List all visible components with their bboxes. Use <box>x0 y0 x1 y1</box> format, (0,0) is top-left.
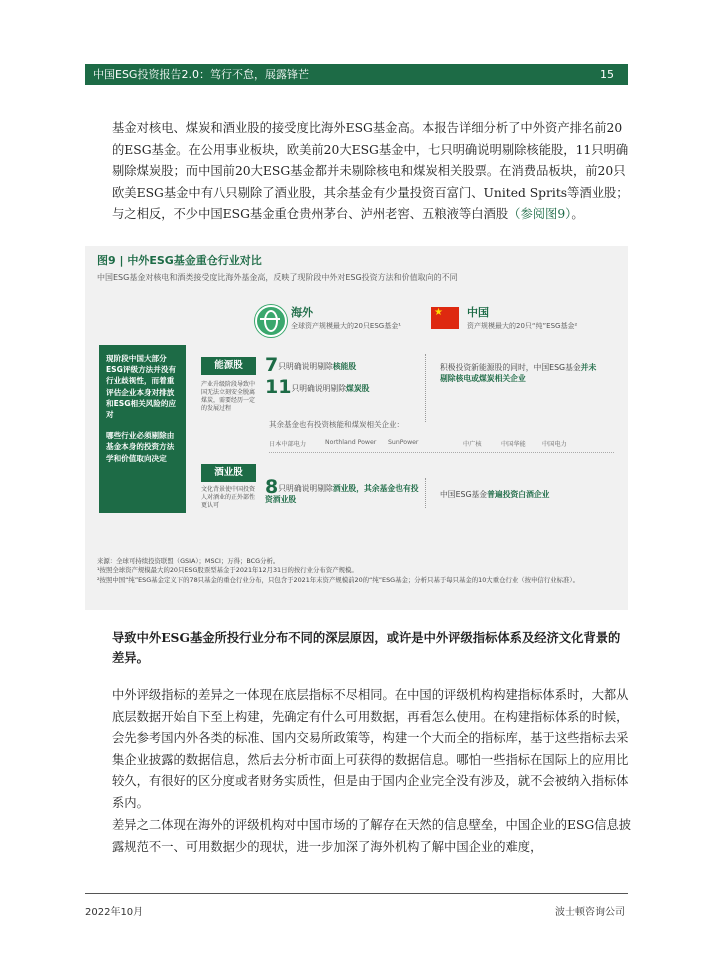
liquor-note: 文化背景使中国投资人对酒业的正外部性更认可 <box>201 486 256 509</box>
stat-coal-exclusion <box>265 376 369 398</box>
china-energy-highlight: 并未剔除核电或煤炭相关企业 <box>440 363 597 383</box>
figure-source: 来源：全球可持续投资联盟（GSIA）；MSCI；万得；BCG分析。 <box>97 557 280 565</box>
energy-note: 产业升级阶段导致中国无法立刻安全脱离煤炭，需要经历一定的发展过程 <box>201 381 256 412</box>
foreign-desc: 全球资产规模最大的20只ESG基金¹ <box>291 322 402 330</box>
stat-nuclear-number: 7 <box>265 354 279 376</box>
stat-nuclear-exclusion <box>265 354 356 376</box>
page-header <box>85 64 628 85</box>
china-liquor-text <box>440 489 610 500</box>
stat-liquor-exclusion <box>265 476 425 505</box>
key-insight-box <box>99 345 186 513</box>
company-name: Northland Power <box>325 439 377 446</box>
paragraph-3: 差异之二体现在海外的评级机构对中国市场的了解存在天然的信息壁垒，中国企业的ESG信息披露规范不一、可用数据少的现状，进一步加深了海外机构了解中国企业的难度， <box>112 818 632 854</box>
footer-divider <box>85 893 628 894</box>
stat-liquor-highlight: 酒业股，其余基金也有投资酒业股 <box>265 484 419 504</box>
china-liquor-highlight: 普遍投资白酒企业 <box>487 490 550 499</box>
paragraph-1-end: 。 <box>571 207 584 221</box>
report-title: 中国ESG投资报告2.0：笃行不怠，展露锋芒 <box>93 68 309 81</box>
stat-nuclear-highlight: 核能股 <box>332 362 357 371</box>
china-label: 中国 <box>467 306 489 319</box>
china-desc: 资产规模最大的20只“纯”ESG基金² <box>467 322 578 330</box>
stat-coal-number: 11 <box>265 376 292 398</box>
footnote-2: ²按照中国“纯”ESG基金定义下的78只基金的重仓行业分布，只包含于2021年末资产规模前20的“纯”ESG基金；分析只基于每只基金的10大重仓行业（按申信行业标准）。 <box>97 575 579 584</box>
figure-9 <box>85 246 628 610</box>
footnote-1: ¹按照全球资产规模最大的20只ESG股票型基金于2021年12月31日的按行业分布资产规模。 <box>97 566 358 575</box>
stat-nuclear-text: 只明确说明剔除 <box>278 362 333 371</box>
liquor-sector-label: 酒业股 <box>201 464 256 482</box>
foreign-header <box>255 303 415 339</box>
company-name: 中国华能 <box>501 441 526 448</box>
paragraph-1-text: 基金对核电、煤炭和酒业股的接受度比海外ESG基金高。本报告详细分析了中外资产排名前20的ESG基金。在公用事业板块，欧美前20大ESG基金中，七只明确说明剔除核能股，11只明确剔除煤炭股；而中国前20大ESG基金都并未剔除核电和煤炭相关股票。在消费品板块，前20只欧美ESG基金中有八只剔除了酒业股，其余基金有少量投资百富门、United Sprits等酒业股；与之相反，不少中国ESG基金重仓贵州茅台、泸州老窖、五粮液等白酒股 <box>112 121 629 221</box>
company-name: SunPower <box>388 439 419 446</box>
insight-line-1: 现阶段中国大部分ESG评级方法并没有行业歧视性，而着重评估企业本身对排放和ESG相关风险的应对 <box>106 354 177 420</box>
column-divider <box>425 478 426 508</box>
figure-footnotes <box>97 557 617 585</box>
company-name: 中广核 <box>463 441 482 448</box>
footer-date: 2022年10月 <box>85 907 144 918</box>
stat-liquor-text: 只明确说明剔除 <box>278 484 333 493</box>
stat-coal-text: 只明确说明剔除 <box>291 384 347 393</box>
footer-company: 波士顿咨询公司 <box>555 907 625 918</box>
figure-reference-link[interactable]: （参阅图9） <box>508 207 572 221</box>
others-label: 其余基金也有投资核能和煤炭相关企业： <box>269 420 404 429</box>
figure-title: 图9 | 中外ESG基金重仓行业对比 <box>97 254 262 267</box>
china-flag-icon <box>431 307 459 329</box>
column-divider <box>425 354 426 422</box>
section-divider <box>269 452 614 453</box>
china-liquor-pre: 中国ESG基金 <box>440 490 488 499</box>
paragraph-2: 中外评级指标的差异之一体现在底层指标不尽相同。在中国的评级机构构建指标体系时，大都从底层数据开始自下至上构建，先确定有什么可用数据，再看怎么使用。在构建指标体系的时候，会先参考国内外各类的标准、国内交易所政策等，构建一个大而全的指标库，基于这些指标去采集企业披露的数据信息，然后去分析市面上可获得的数据信息。哪怕一些指标在国际上的应用比较久，有很好的区分度或者财务实质性，但是由于国内企业完全没有涉及，就不会被纳入指标体系内。 <box>112 688 629 810</box>
foreign-label: 海外 <box>291 306 313 319</box>
globe-icon <box>255 305 287 337</box>
bold-paragraph: 导致中外ESG基金所投行业分布不同的深层原因，或许是中外评级指标体系及经济文化背景的差异。 <box>112 630 621 665</box>
energy-sector-label: 能源股 <box>201 357 256 375</box>
china-energy-text <box>440 362 600 384</box>
company-name: 中国电力 <box>542 441 567 448</box>
china-header <box>431 303 611 339</box>
insight-line-2: 哪些行业必须剔除由基金本身的投资方法学和价值取向决定 <box>106 431 175 463</box>
china-energy-pre: 积极投资新能源股的同时，中国ESG基金 <box>440 363 581 372</box>
paragraph-1 <box>112 118 632 226</box>
stat-coal-highlight: 煤炭股 <box>346 384 370 393</box>
figure-subtitle: 中国ESG基金对核电和酒类接受度比海外基金高，反映了现阶段中外对ESG投资方法和价值取向的不同 <box>97 273 458 282</box>
company-name: 日本中部电力 <box>269 441 307 448</box>
stat-liquor-number: 8 <box>265 476 279 498</box>
page-number: 15 <box>600 68 614 81</box>
